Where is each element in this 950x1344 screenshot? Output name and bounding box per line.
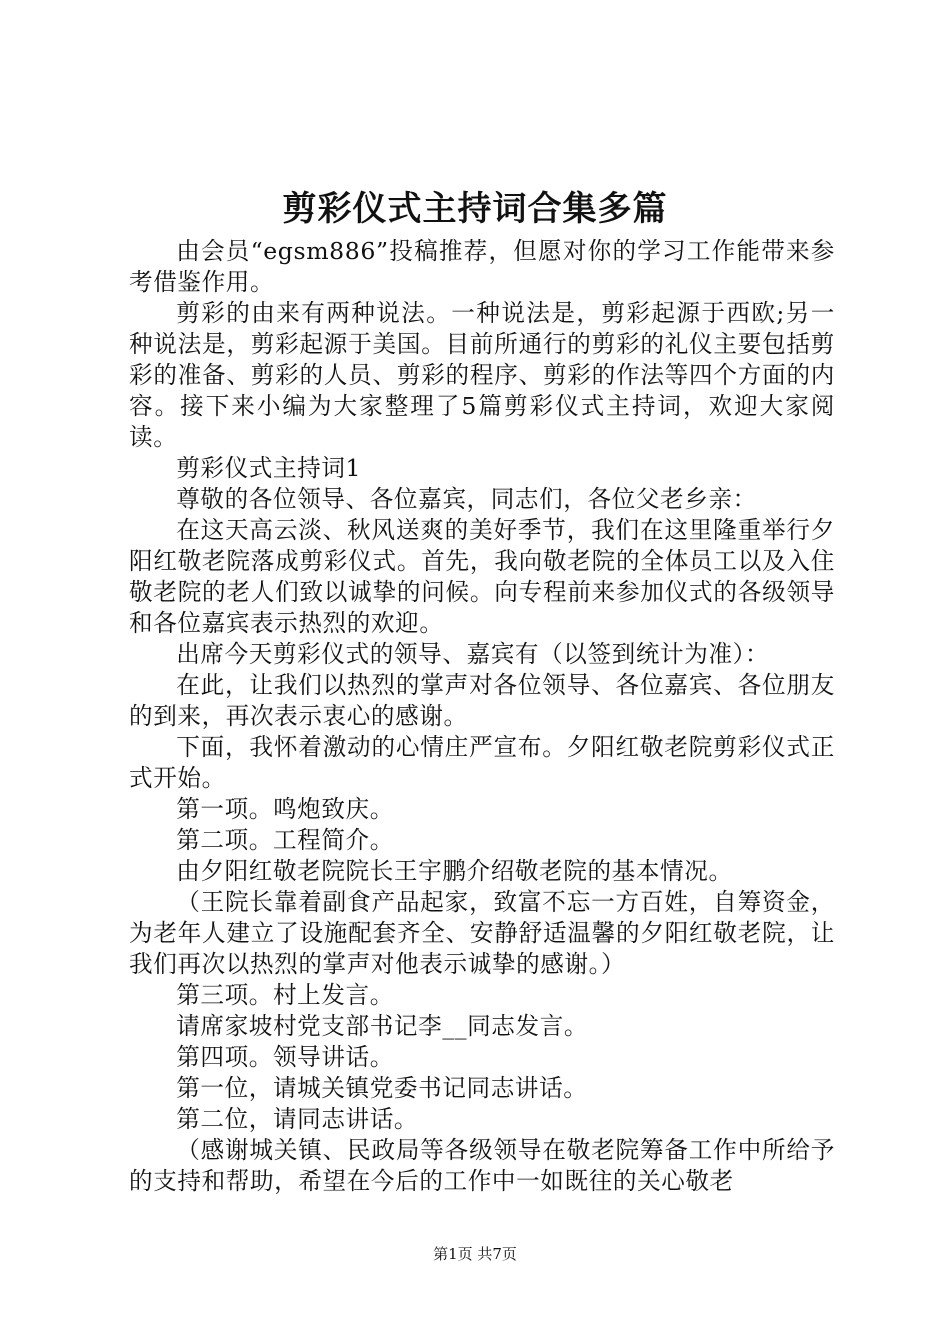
agenda-item: 第四项。领导讲话。 (176, 1043, 394, 1071)
paragraph: 在此，让我们以热烈的掌声对各位领导、各位嘉宾、各位朋友的到来，再次表示衷心的感谢。 (129, 671, 835, 730)
paragraph: 请席家坡村党支部书记李__同志发言。 (176, 1012, 589, 1040)
paragraph: （王院长靠着副食产品起家，致富不忘一方百姓，自筹资金，为老年人建立了设施配套齐全、安静舒适温馨的夕阳红敬老院，让我们再次以热烈的掌声对他表示诚挚的感谢。） (129, 888, 835, 978)
paragraph: 在这天高云淡、秋风送爽的美好季节，我们在这里隆重举行夕阳红敬老院落成剪彩仪式。首先，我向敬老院的全体员工以及入住敬老院的老人们致以诚挚的问候。向专程前来参加仪式的各级领导和各位嘉宾表示热烈的欢迎。 (129, 516, 835, 637)
agenda-item: 第二项。工程简介。 (176, 826, 394, 854)
document-title: 剪彩仪式主持词合集多篇 (282, 189, 668, 229)
paragraph: 出席今天剪彩仪式的领导、嘉宾有（以签到统计为准）： (176, 640, 770, 668)
paragraph: 下面，我怀着激动的心情庄严宣布。夕阳红敬老院剪彩仪式正式开始。 (129, 733, 835, 792)
document-body (129, 236, 835, 1197)
paragraph: （感谢城关镇、民政局等各级领导在敬老院筹备工作中所给予的支持和帮助，希望在今后的工作中一如既往的关心敬老 (129, 1136, 835, 1195)
paragraph: 第一位，请城关镇党委书记同志讲话。 (176, 1074, 588, 1102)
paragraph: 第二位，请同志讲话。 (176, 1105, 419, 1133)
paragraph-origin: 剪彩的由来有两种说法。一种说法是，剪彩起源于西欧;另一种说法是，剪彩起源于美国。目前所通行的剪彩的礼仪主要包括剪彩的准备、剪彩的人员、剪彩的程序、剪彩的作法等四个方面的内容。接下来小编为大家整理了5篇剪彩仪式主持词，欢迎大家阅读。 (129, 299, 835, 451)
section-heading: 剪彩仪式主持词1 (176, 454, 362, 482)
agenda-item: 第一项。鸣炮致庆。 (176, 795, 394, 823)
paragraph-intro: 由会员“egsm886”投稿推荐，但愿对你的学习工作能带来参考借鉴作用。 (129, 237, 835, 296)
paragraph: 由夕阳红敬老院院长王宇鹏介绍敬老院的基本情况。 (176, 857, 733, 885)
page-number-footer: 第1页 共7页 (433, 1245, 517, 1263)
agenda-item: 第三项。村上发言。 (176, 981, 394, 1009)
paragraph-salutation: 尊敬的各位领导、各位嘉宾，同志们，各位父老乡亲： (176, 485, 757, 513)
